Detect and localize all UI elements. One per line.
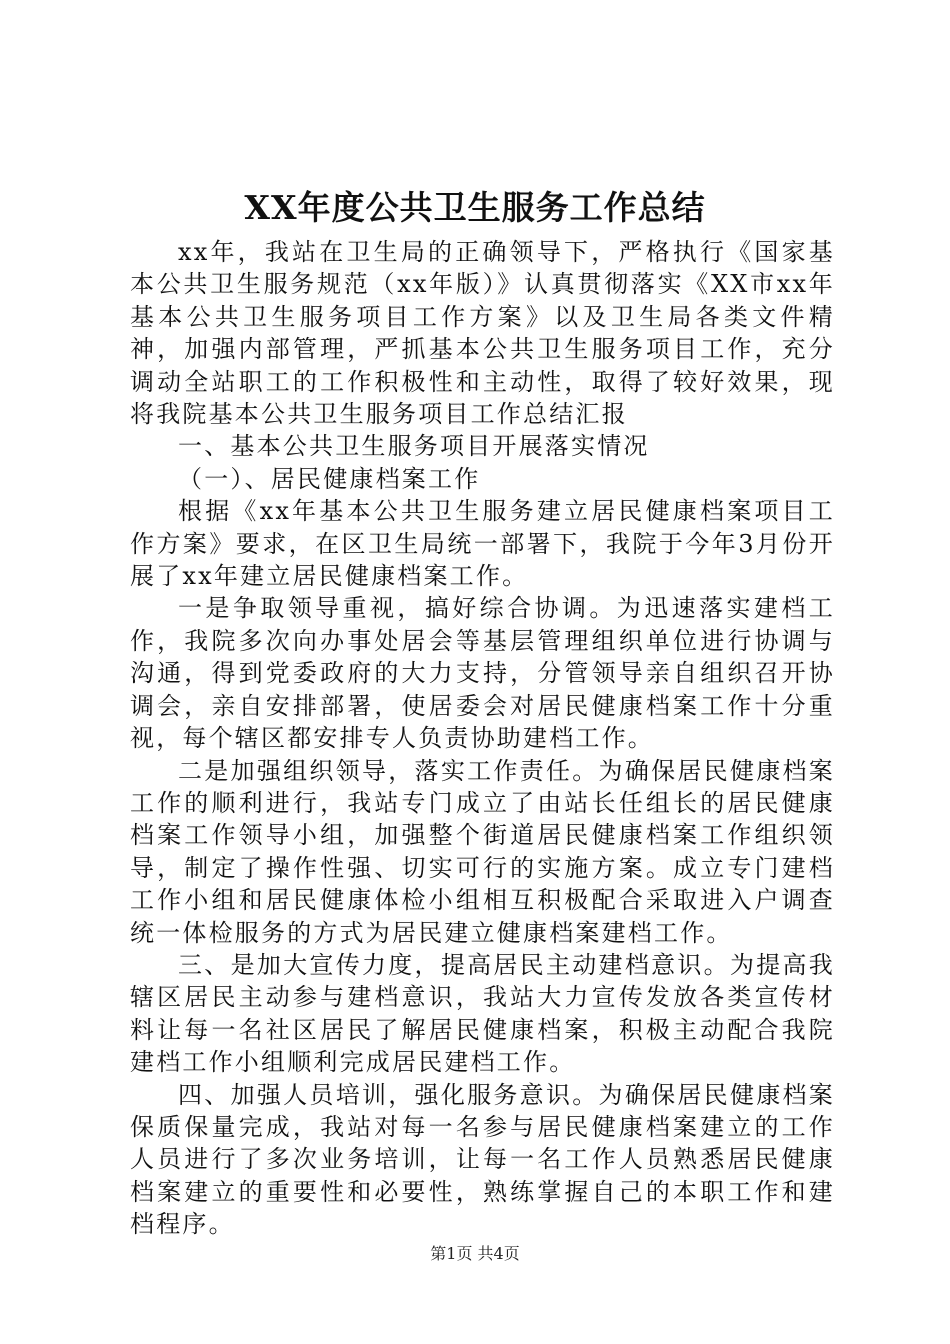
paragraph-basis: 根据《xx年基本公共卫生服务建立居民健康档案项目工作方案》要求，在区卫生局统一部署下，我院于今年3月份开展了xx年建立居民健康档案工作。: [130, 497, 835, 591]
paragraph-point-1: 一是争取领导重视，搞好综合协调。为迅速落实建档工作，我院多次向办事处居会等基层管理组织单位进行协调与沟通，得到党委政府的大力支持，分管领导亲自组织召开协调会，亲自安排部署，使居委会对居民健康档案工作十分重视，每个辖区都安排专人负责协助建档工作。: [130, 594, 835, 753]
paragraph-point-4: 四、加强人员培训，强化服务意识。为确保居民健康档案保质保量完成，我站对每一名参与居民健康档案建立的工作人员进行了多次业务培训，让每一名工作人员熟悉居民健康档案建立的重要性和必要性，熟练掌握自己的本职工作和建档程序。: [130, 1080, 835, 1239]
paragraph-point-3: 三、是加大宣传力度，提高居民主动建档意识。为提高我辖区居民主动参与建档意识，我站大力宣传发放各类宣传材料让每一名社区居民了解居民健康档案，积极主动配合我院建档工作小组顺利完成居民建档工作。: [130, 950, 835, 1077]
paragraph-intro: xx年，我站在卫生局的正确领导下，严格执行《国家基本公共卫生服务规范（xx年版）》认真贯彻落实《XX市xx年基本公共卫生服务项目工作方案》以及卫生局各类文件精神，加强内部管理，严抓基本公共卫生服务项目工作，充分调动全站职工的工作积极性和主动性，取得了较好效果，现将我院基本公共卫生服务项目工作总结汇报: [130, 238, 835, 429]
document-body: [130, 236, 835, 1241]
paragraph-point-2: 二是加强组织领导，落实工作责任。为确保居民健康档案工作的顺利进行，我站专门成立了由站长任组长的居民健康档案工作领导小组，加强整个街道居民健康档案工作组织领导，制定了操作性强、切实可行的实施方案。成立专门建档工作小组和居民健康体检小组相互积极配合采取进入户调查统一体检服务的方式为居民建立健康档案建档工作。: [130, 756, 835, 947]
section-heading-1: 一、基本公共卫生服务项目开展落实情况: [178, 432, 650, 461]
page-number-footer: 第1页 共4页: [430, 1244, 520, 1263]
document-title: XX年度公共卫生服务工作总结: [244, 188, 706, 227]
subsection-heading-1: （一）、居民健康档案工作: [178, 464, 481, 493]
